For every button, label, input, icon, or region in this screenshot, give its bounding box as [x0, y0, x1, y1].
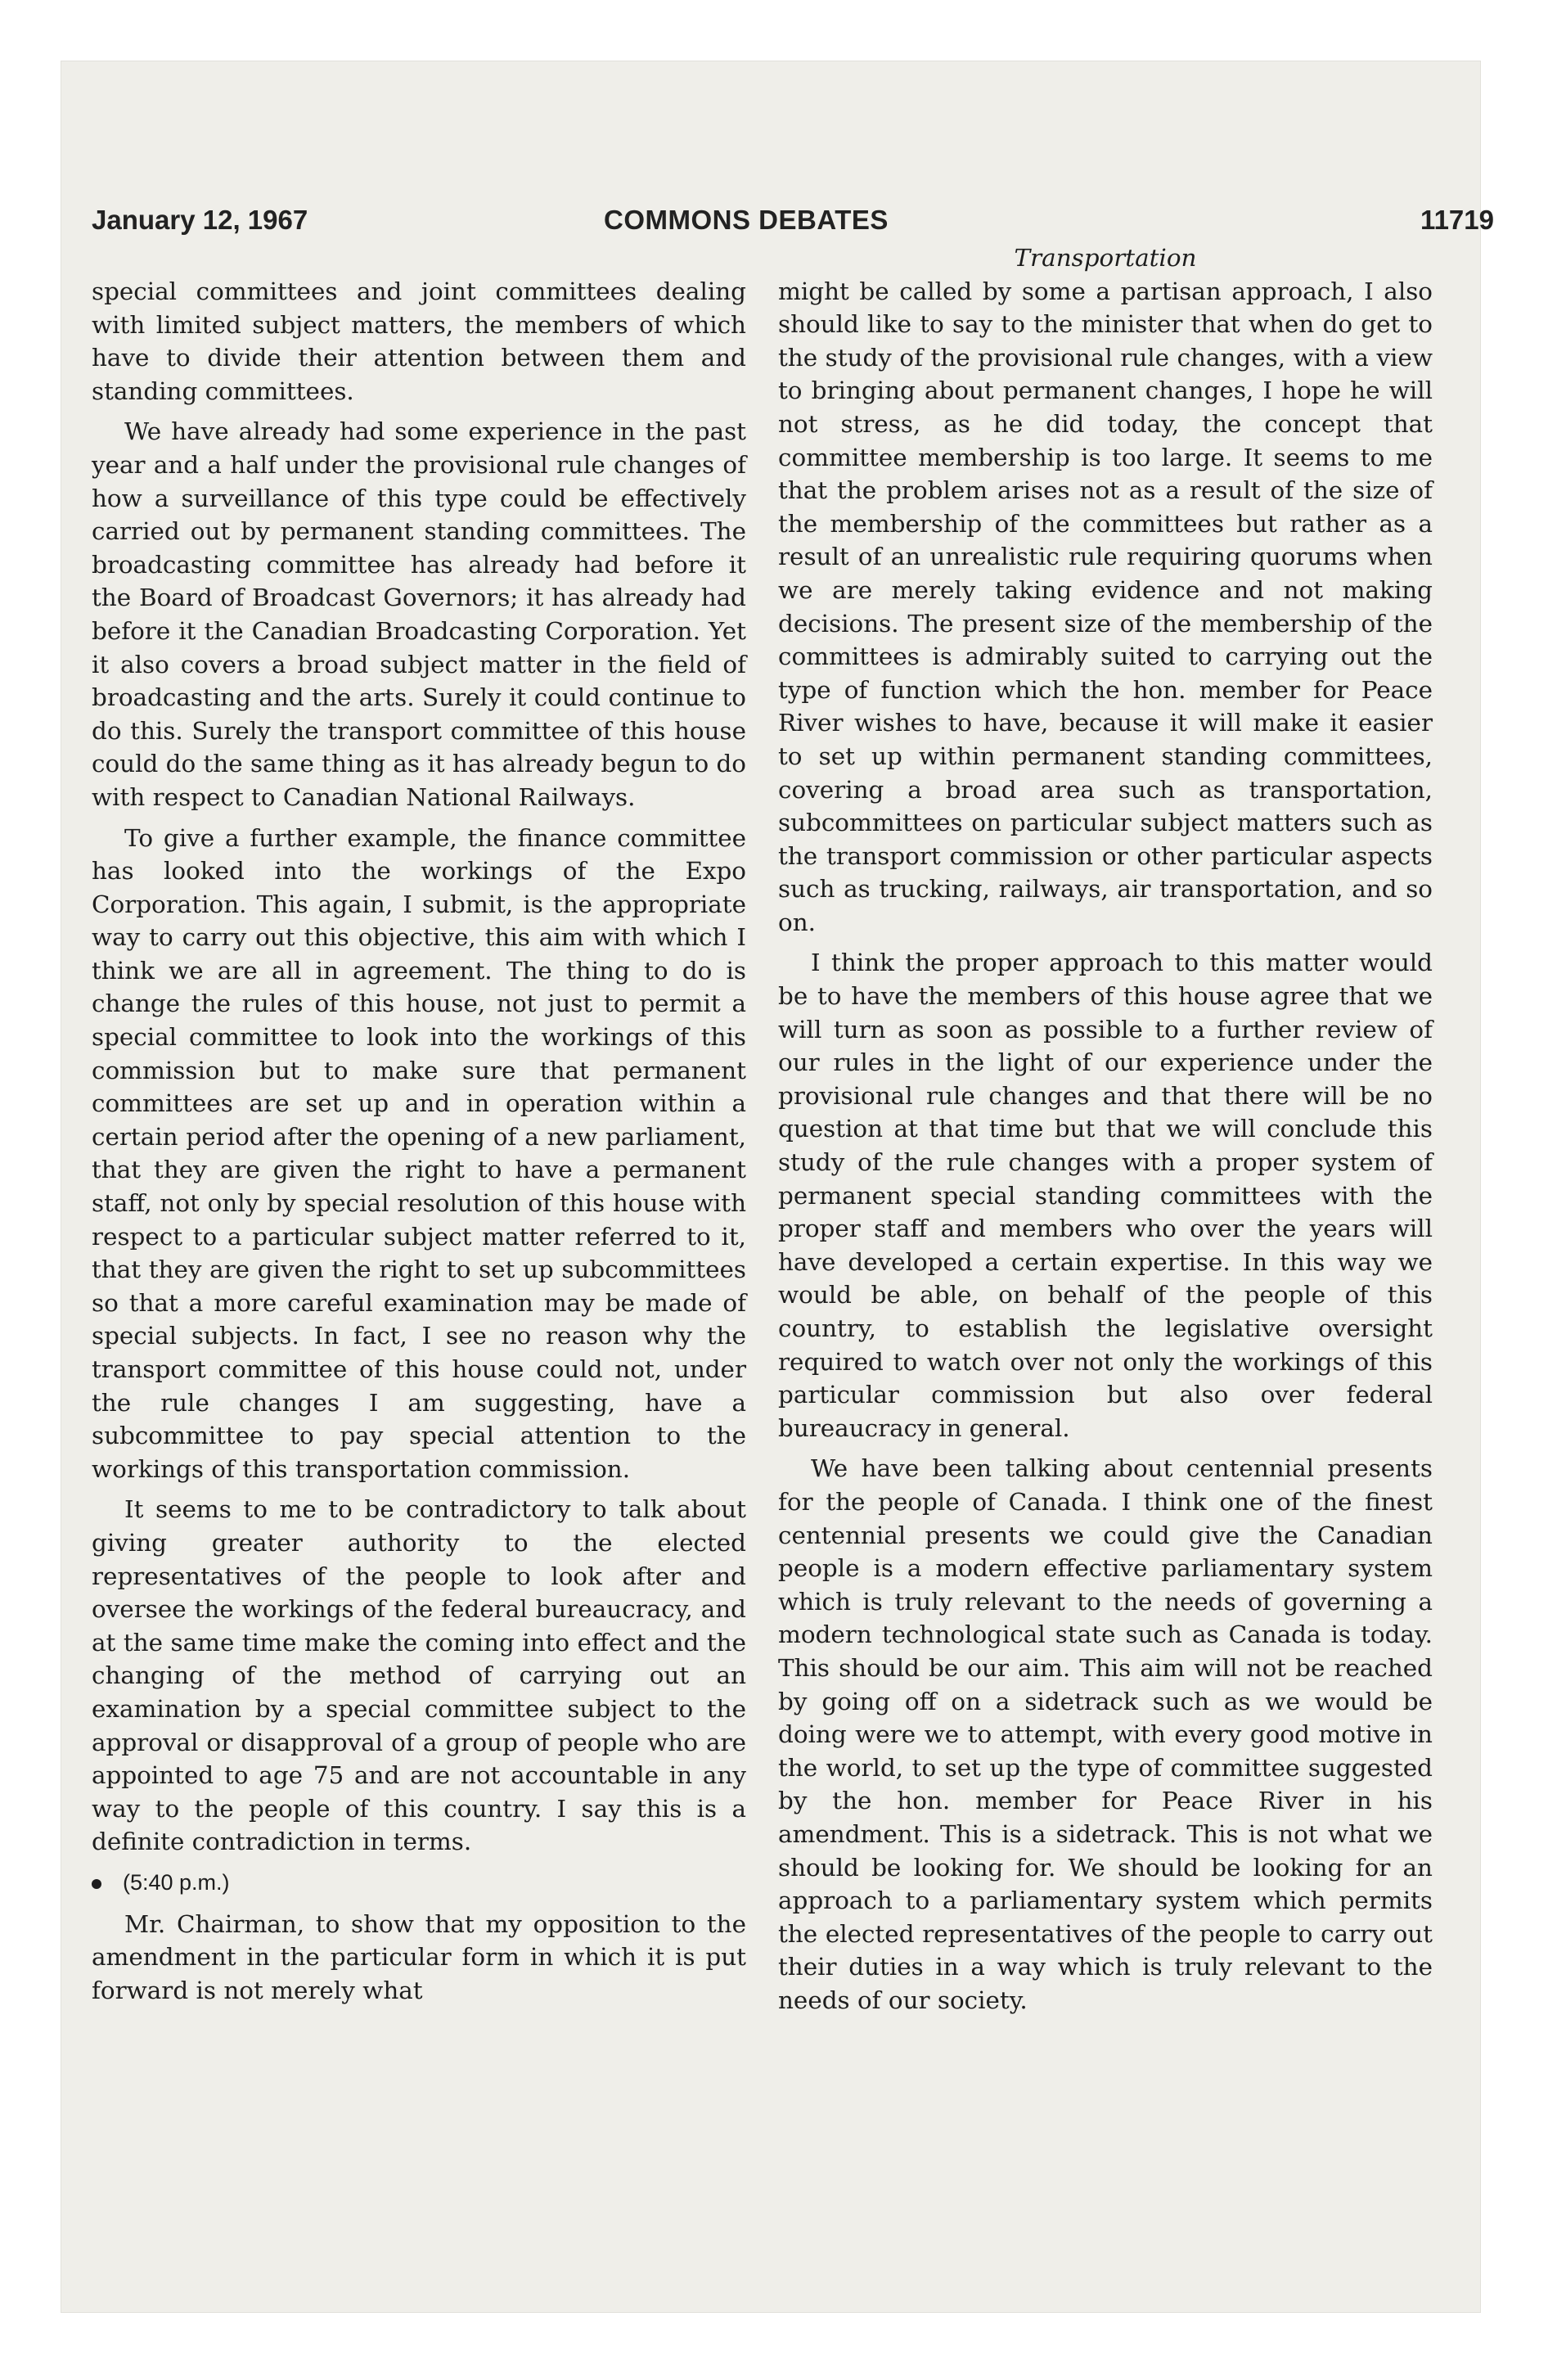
paragraph: We have been talking about centennial presents for the people of Canada. I think one of the finest centennial presents we could give the Canadian people is a modern effective parliamentary system which is truly relevant to the needs of governing a modern technological state such as Canada is today. This should be our aim. This aim will not be reached by going off on a sidetrack such as we would be doing were we to attempt, with every good motive in the world, to set up the type of committee suggested by the hon. member for Peace River in his amendment. This is a sidetrack. This is not what we should be looking for. We should be looking for an approach to a parliamentary system which permits the elected representatives of the people to carry out their duties in a way which is truly relevant to the needs of our society. [778, 1454, 1433, 2014]
paragraph: Mr. Chairman, to show that my opposition to the amendment in the particular form in which it is put forward is not merely what [92, 1909, 746, 2004]
section-title: Transportation [1014, 244, 1197, 272]
paragraph: It seems to me to be contradictory to talk about giving greater authority to the elected representatives of the people to look after and oversee the workings of the federal bureaucracy, and at the same time make the coming into effect and the changing of the method of carrying out an examination by a special committee subject to the approval or disapproval of a group of people who are appointed to age 75 and are not accountable in any way to the people of this country. I say this is a definite contradiction in terms. [92, 1495, 746, 1856]
header-date: January 12, 1967 [92, 205, 308, 235]
page-header [92, 205, 1494, 244]
paragraph: To give a further example, the finance committee has looked into the workings of the Expo Corporation. This again, I submit, is the appropriate way to carry out this objective, this aim with which I think we are all in agreement. The thing to do is change the rules of this house, not just to permit a special committee to look into the workings of this commission but to make sure that permanent committees are set up and in operation within a certain period after the opening of a new parliament, that they are given the right to have a permanent staff, not only by special resolution of this house with respect to a particular subject matter referred to it, that they are given the right to set up subcommittees so that a more careful examination may be made of special subjects. In fact, I see no reason why the transport committee of this house could not, under the rule changes I am suggesting, have a subcommittee to pay special attention to the workings of this transportation commission. [92, 823, 746, 1483]
time-marker [92, 1866, 746, 1900]
paragraph: I think the proper approach to this matter would be to have the members of this house agree that we will turn as soon as possible to a further review of our rules in the light of our experience under the provisional rule changes and that there will be no question at that time but that we will conclude this study of the rule changes with a proper system of permanent special standing committees with the proper staff and members who over the years will have developed a certain expertise. In this way we would be able, on behalf of the people of this country, to establish the legislative oversight required to watch over not only the workings of this particular commission but also over federal bureaucracy in general. [778, 949, 1433, 1442]
time-marker-text: (5:40 p.m.) [123, 1869, 230, 1895]
paragraph: might be called by some a partisan approach, I also should like to say to the minister that when do get to the study of the provisional rule changes, with a view to bringing about permanent changes, I hope he will not stress, as he did today, the concept that committee membership is too large. It seems to me that the problem arises not as a result of the size of the membership of the committees but rather as a result of an unrealistic rule requiring quorums when we are merely taking evidence and not making decisions. The present size of the membership of the committees is admirably suited to carrying out the type of function which the hon. member for Peace River wishes to have, because it will make it easier to set up within permanent standing committees, covering a broad area such as transportation, subcommittees on particular subject matters such as the transport commission or other particular aspects such as trucking, railways, air transportation, and so on. [778, 277, 1433, 936]
header-publication: COMMONS DEBATES [604, 205, 889, 235]
paragraph: special committees and joint committees dealing with limited subject matters, the members of which have to divide their attention between them and standing committees. [92, 277, 746, 405]
right-column [778, 241, 1433, 2024]
left-column [92, 275, 746, 2014]
paragraph: We have already had some experience in the past year and a half under the provisional rule changes of how a surveillance of this type could be effectively carried out by permanent standing committees. The broadcasting committee has already had before it the Board of Broadcast Governors; it has already had before it the Canadian Broadcasting Corporation. Yet it also covers a broad subject matter in the field of broadcasting and the arts. Surely it could continue to do this. Surely the transport committee of this house could do the same thing as it has already begun to do with respect to Canadian National Railways. [92, 417, 747, 811]
header-page-number: 11719 [1420, 205, 1494, 235]
bullet-icon [92, 1879, 101, 1889]
